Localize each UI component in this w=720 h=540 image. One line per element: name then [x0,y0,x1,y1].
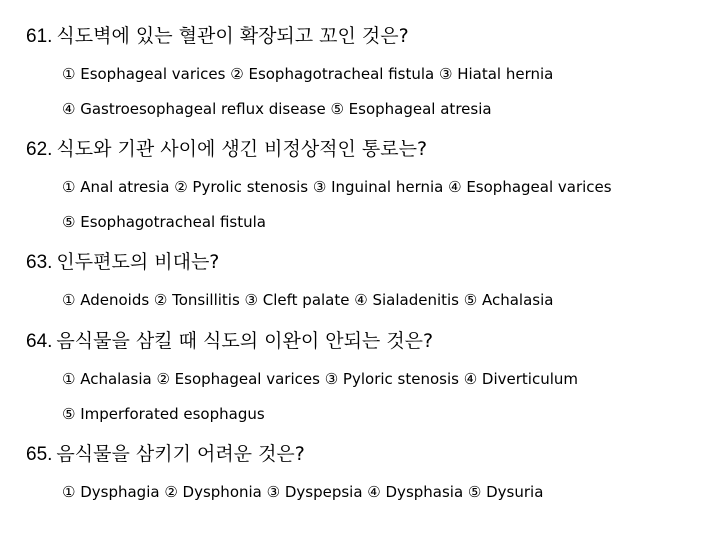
question-65 [26,442,305,467]
question-number: 61. [26,26,53,47]
question-61 [26,24,409,49]
question-64-options-line-1: ① Achalasia ② Esophageal varices ③ Pyloric stenosis ④ Diverticulum [62,370,579,388]
question-63 [26,250,219,275]
question-64-options-line-2: ⑤ Imperforated esophagus [62,405,265,423]
question-text: 인두편도의 비대는? [56,251,220,273]
question-61-options-line-2: ④ Gastroesophageal reflux disease ⑤ Esophageal atresia [62,100,492,118]
question-number: 63. [26,252,53,273]
question-text: 식도벽에 있는 혈관이 확장되고 꼬인 것은? [56,25,409,47]
question-text: 음식물을 삼키기 어려운 것은? [56,443,305,465]
question-62-options-line-2: ⑤ Esophagotracheal fistula [62,213,266,231]
question-text: 식도와 기관 사이에 생긴 비정상적인 통로는? [56,138,428,160]
question-number: 64. [26,331,53,352]
question-65-options-line-1: ① Dysphagia ② Dysphonia ③ Dyspepsia ④ Dysphasia ⑤ Dysuria [62,483,544,501]
question-number: 65. [26,444,53,465]
question-63-options-line-1: ① Adenoids ② Tonsillitis ③ Cleft palate ④ Sialadenitis ⑤ Achalasia [62,291,554,309]
question-62 [26,137,427,162]
question-61-options-line-1: ① Esophageal varices ② Esophagotracheal fistula ③ Hiatal hernia [62,65,554,83]
question-62-options-line-1: ① Anal atresia ② Pyrolic stenosis ③ Inguinal hernia ④ Esophageal varices [62,178,612,196]
question-64 [26,329,433,354]
question-text: 음식물을 삼킬 때 식도의 이완이 안되는 것은? [56,330,434,352]
question-number: 62. [26,139,53,160]
